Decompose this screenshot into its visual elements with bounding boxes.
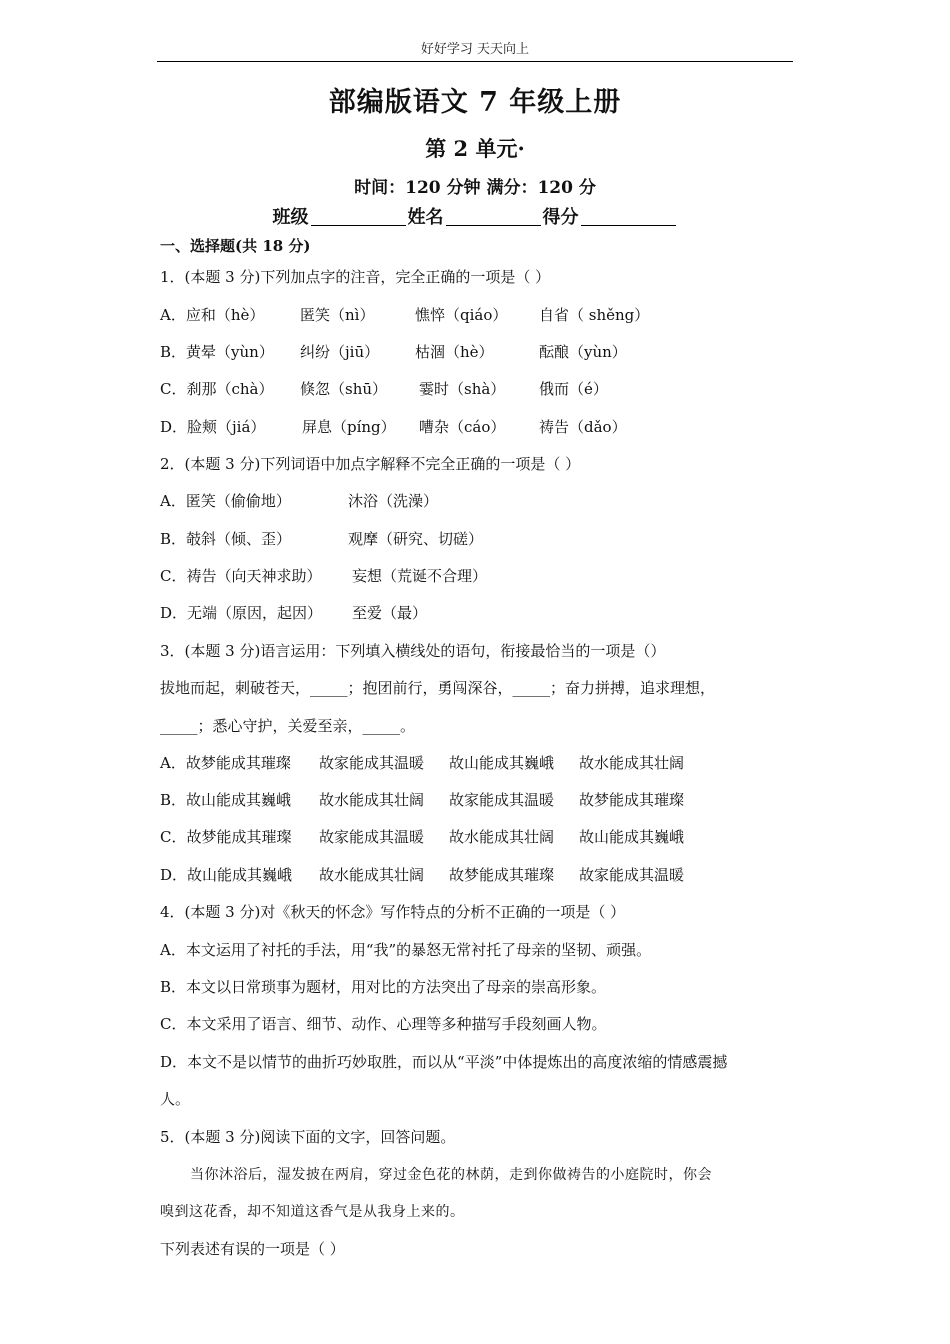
unit-heading: 第 2 单元· [425, 136, 525, 161]
section-heading: 一、选择题(共 18 分) [160, 237, 311, 255]
q4-stem: 4．(本题 3 分)对《秋天的怀念》写作特点的分析不正确的一项是（ ） [160, 903, 626, 921]
q1-option-b: B．黄晕（yùn） 纠纷（jiū） 枯涸（hè） 酝酿（yùn） [160, 343, 627, 361]
q5-passage-line-2: 嗅到这花香，却不知道这香气是从我身上来的。 [160, 1204, 465, 1220]
q4-option-a: A．本文运用了衬托的手法，用“我”的暴怒无常衬托了母亲的坚韧、顽强。 [160, 941, 652, 959]
q2-option-a: A．匿笑（偷偷地） 沐浴（洗澡） [160, 492, 439, 510]
q3-stem: 3．(本题 3 分)语言运用：下列填入横线处的语句，衔接最恰当的一项是（） [160, 642, 666, 660]
q3-passage-line-2: _____；悉心守护，关爱至亲，_____。 [160, 717, 416, 735]
score-label: 得分 [542, 207, 579, 228]
page-header: 好好学习 天天向上 [420, 42, 530, 57]
q3-option-d: D．故山能成其巍峨 故水能成其壮阔 故梦能成其璀璨 故家能成其温暖 [160, 866, 685, 884]
q3-passage-line-1: 拔地而起，刺破苍天，_____；抱团前行，勇闯深谷，_____；奋力拼搏，追求理想， [160, 679, 716, 697]
q2-stem: 2．(本题 3 分)下列词语中加点字解释不完全正确的一项是（ ） [160, 455, 581, 473]
q1-option-c: C．刹那（chà） 倏忽（shū） 霎时（shà） 俄而（é） [160, 380, 608, 398]
class-blank[interactable] [311, 207, 406, 226]
header-divider [157, 61, 793, 62]
q1-option-d: D．脸颊（jiá） 屏息（píng） 嘈杂（cáo） 祷告（dǎo） [160, 418, 627, 436]
q5-stem: 5．(本题 3 分)阅读下面的文字，回答问题。 [160, 1128, 456, 1146]
exam-meta: 时间：120 分钟 满分：120 分 [354, 178, 596, 198]
q2-option-b: B．攲斜（倾、歪） 观摩（研究、切磋） [160, 530, 484, 548]
q5-passage-line-1: 当你沐浴后，湿发披在两肩，穿过金色花的林荫，走到你做祷告的小庭院时，你会 [190, 1167, 712, 1183]
name-blank[interactable] [446, 207, 541, 226]
q4-option-d-line-2: 人。 [160, 1090, 191, 1108]
q3-option-a: A．故梦能成其璀璨 故家能成其温暖 故山能成其巍峨 故水能成其壮阔 [160, 754, 685, 772]
q1-option-a: A．应和（hè） 匿笑（nì） 憔悴（qiáo） 自省（ shěng） [160, 306, 650, 324]
q1-stem: 1．(本题 3 分)下列加点字的注音，完全正确的一项是（ ） [160, 268, 551, 286]
q5-prompt: 下列表述有误的一项是（ ） [160, 1240, 345, 1258]
q3-option-b: B．故山能成其巍峨 故水能成其壮阔 故家能成其温暖 故梦能成其璀璨 [160, 791, 685, 809]
q2-option-c: C．祷告（向天神求助） 妄想（荒诞不合理） [160, 567, 488, 585]
document-title: 部编版语文 7 年级上册 [328, 87, 622, 118]
q4-option-c: C．本文采用了语言、细节、动作、心理等多种描写手段刻画人物。 [160, 1015, 607, 1033]
q4-option-d-line-1: D．本文不是以情节的曲折巧妙取胜，而以从“平淡”中体提炼出的高度浓缩的情感震撼 [160, 1053, 728, 1071]
q2-option-d: D．无端（原因，起因） 至爱（最） [160, 604, 428, 622]
q4-option-b: B．本文以日常琐事为题材，用对比的方法突出了母亲的崇高形象。 [160, 978, 607, 996]
name-label: 姓名 [407, 207, 444, 228]
class-label: 班级 [272, 207, 309, 228]
score-blank[interactable] [581, 207, 676, 226]
q3-option-c: C．故梦能成其璀璨 故家能成其温暖 故水能成其壮阔 故山能成其巍峨 [160, 828, 685, 846]
student-info-fields [0, 203, 950, 229]
